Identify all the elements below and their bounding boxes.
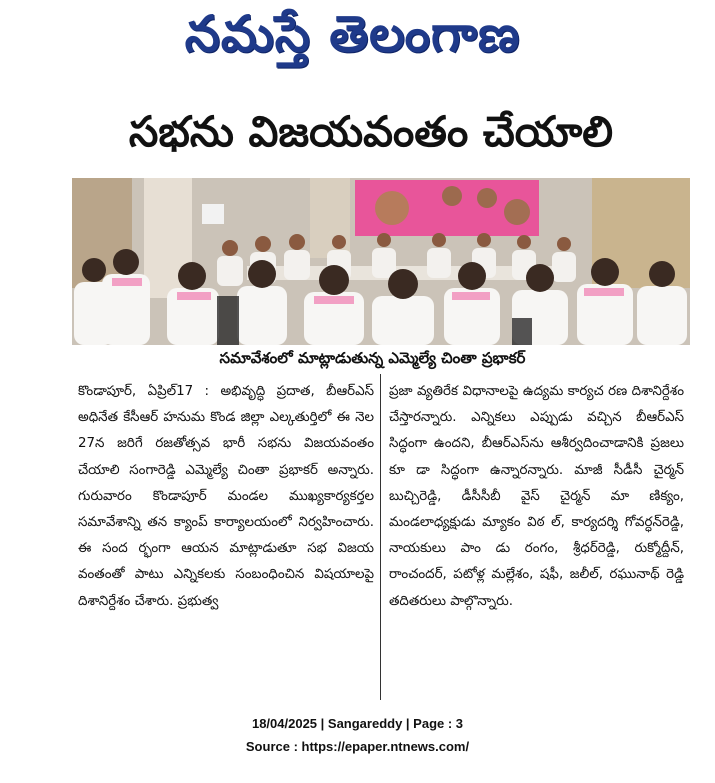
article-body [72,374,690,700]
article-text-left: కొండాపూర్, ఏప్రిల్17 : అభివృద్ధి ప్రదాత, బీఆర్ఎస్ అధినేత కేసీఆర్ హనుమ కొండ జిల్లా ఎల్కతుర్తిలో ఈ నెల 27న జరిగే రజతోత్సవ భారీ సభను విజయవంతం చేయాలి సంగారెడ్డి ఎమ్మెల్యే చింతా ప్రభాకర్ అన్నారు. గురువారం కొండాపూర్ మండల ముఖ్యకార్యకర్తల సమావేశాన్ని తన క్యాంప్ కార్యాలయంలో నిర్వహించారు. ఈ సంద ర్భంగా ఆయన మాట్లాడుతూ సభ విజయ వంతంతో పాటు ఎన్నికలకు సంబంధించిన విషయాలపై దిశానిర్దేశం చేశారు. ప్రభుత్వ [78,384,374,609]
masthead-logo: నమస్తే తెలంగాణ [184,4,521,63]
footer-dateline: 18/04/2025 | Sangareddy | Page : 3 [251,716,464,731]
article-headline: సభను విజయవంతం చేయాలి [128,107,614,156]
footer-source: Source : https://epaper.ntnews.com/ [245,739,470,754]
page-footer [0,712,715,758]
article-photo [72,178,690,345]
article-column-right [381,374,690,700]
article-column-left [72,374,381,700]
article-text-right: ప్రజా వ్యతిరేక విధానాలపై ఉద్యమ కార్యచ రణ దిశానిర్దేశం చేస్తారన్నారు. ఎన్నికలు ఎప్పుడు వచ్చిన బీఆర్ఎస్ సిద్ధంగా ఉందని, బీఆర్ఎస్‌ను ఆశీర్వదించాడానికి ప్రజలు కూ డా సిద్ధంగా ఉన్నారన్నారు. మాజీ సీడీసీ చైర్మన్ బుచ్చిరెడ్డి, డీసీసీబీ వైస్ చైర్మన్ మా ణిక్యం, మండలాధ్యక్షుడు మ్యాకం విఠ ల్, కార్యదర్శి గోవర్ధన్‌రెడ్డి, నాయకులు పాం డు రంగం, శ్రీధర్‌రెడ్డి, రుక్మోద్దీన్, రాంచందర్, పటోళ్ల మల్లేశం, షఫీ, జలీల్, రఘునాథ్ రెడ్డి తదితరులు పాల్గొన్నారు. [389,384,684,609]
photo-caption: సమావేశంలో మాట్లాడుతున్న ఎమ్మెల్యే చింతా ప్రభాకర్ [219,349,526,367]
